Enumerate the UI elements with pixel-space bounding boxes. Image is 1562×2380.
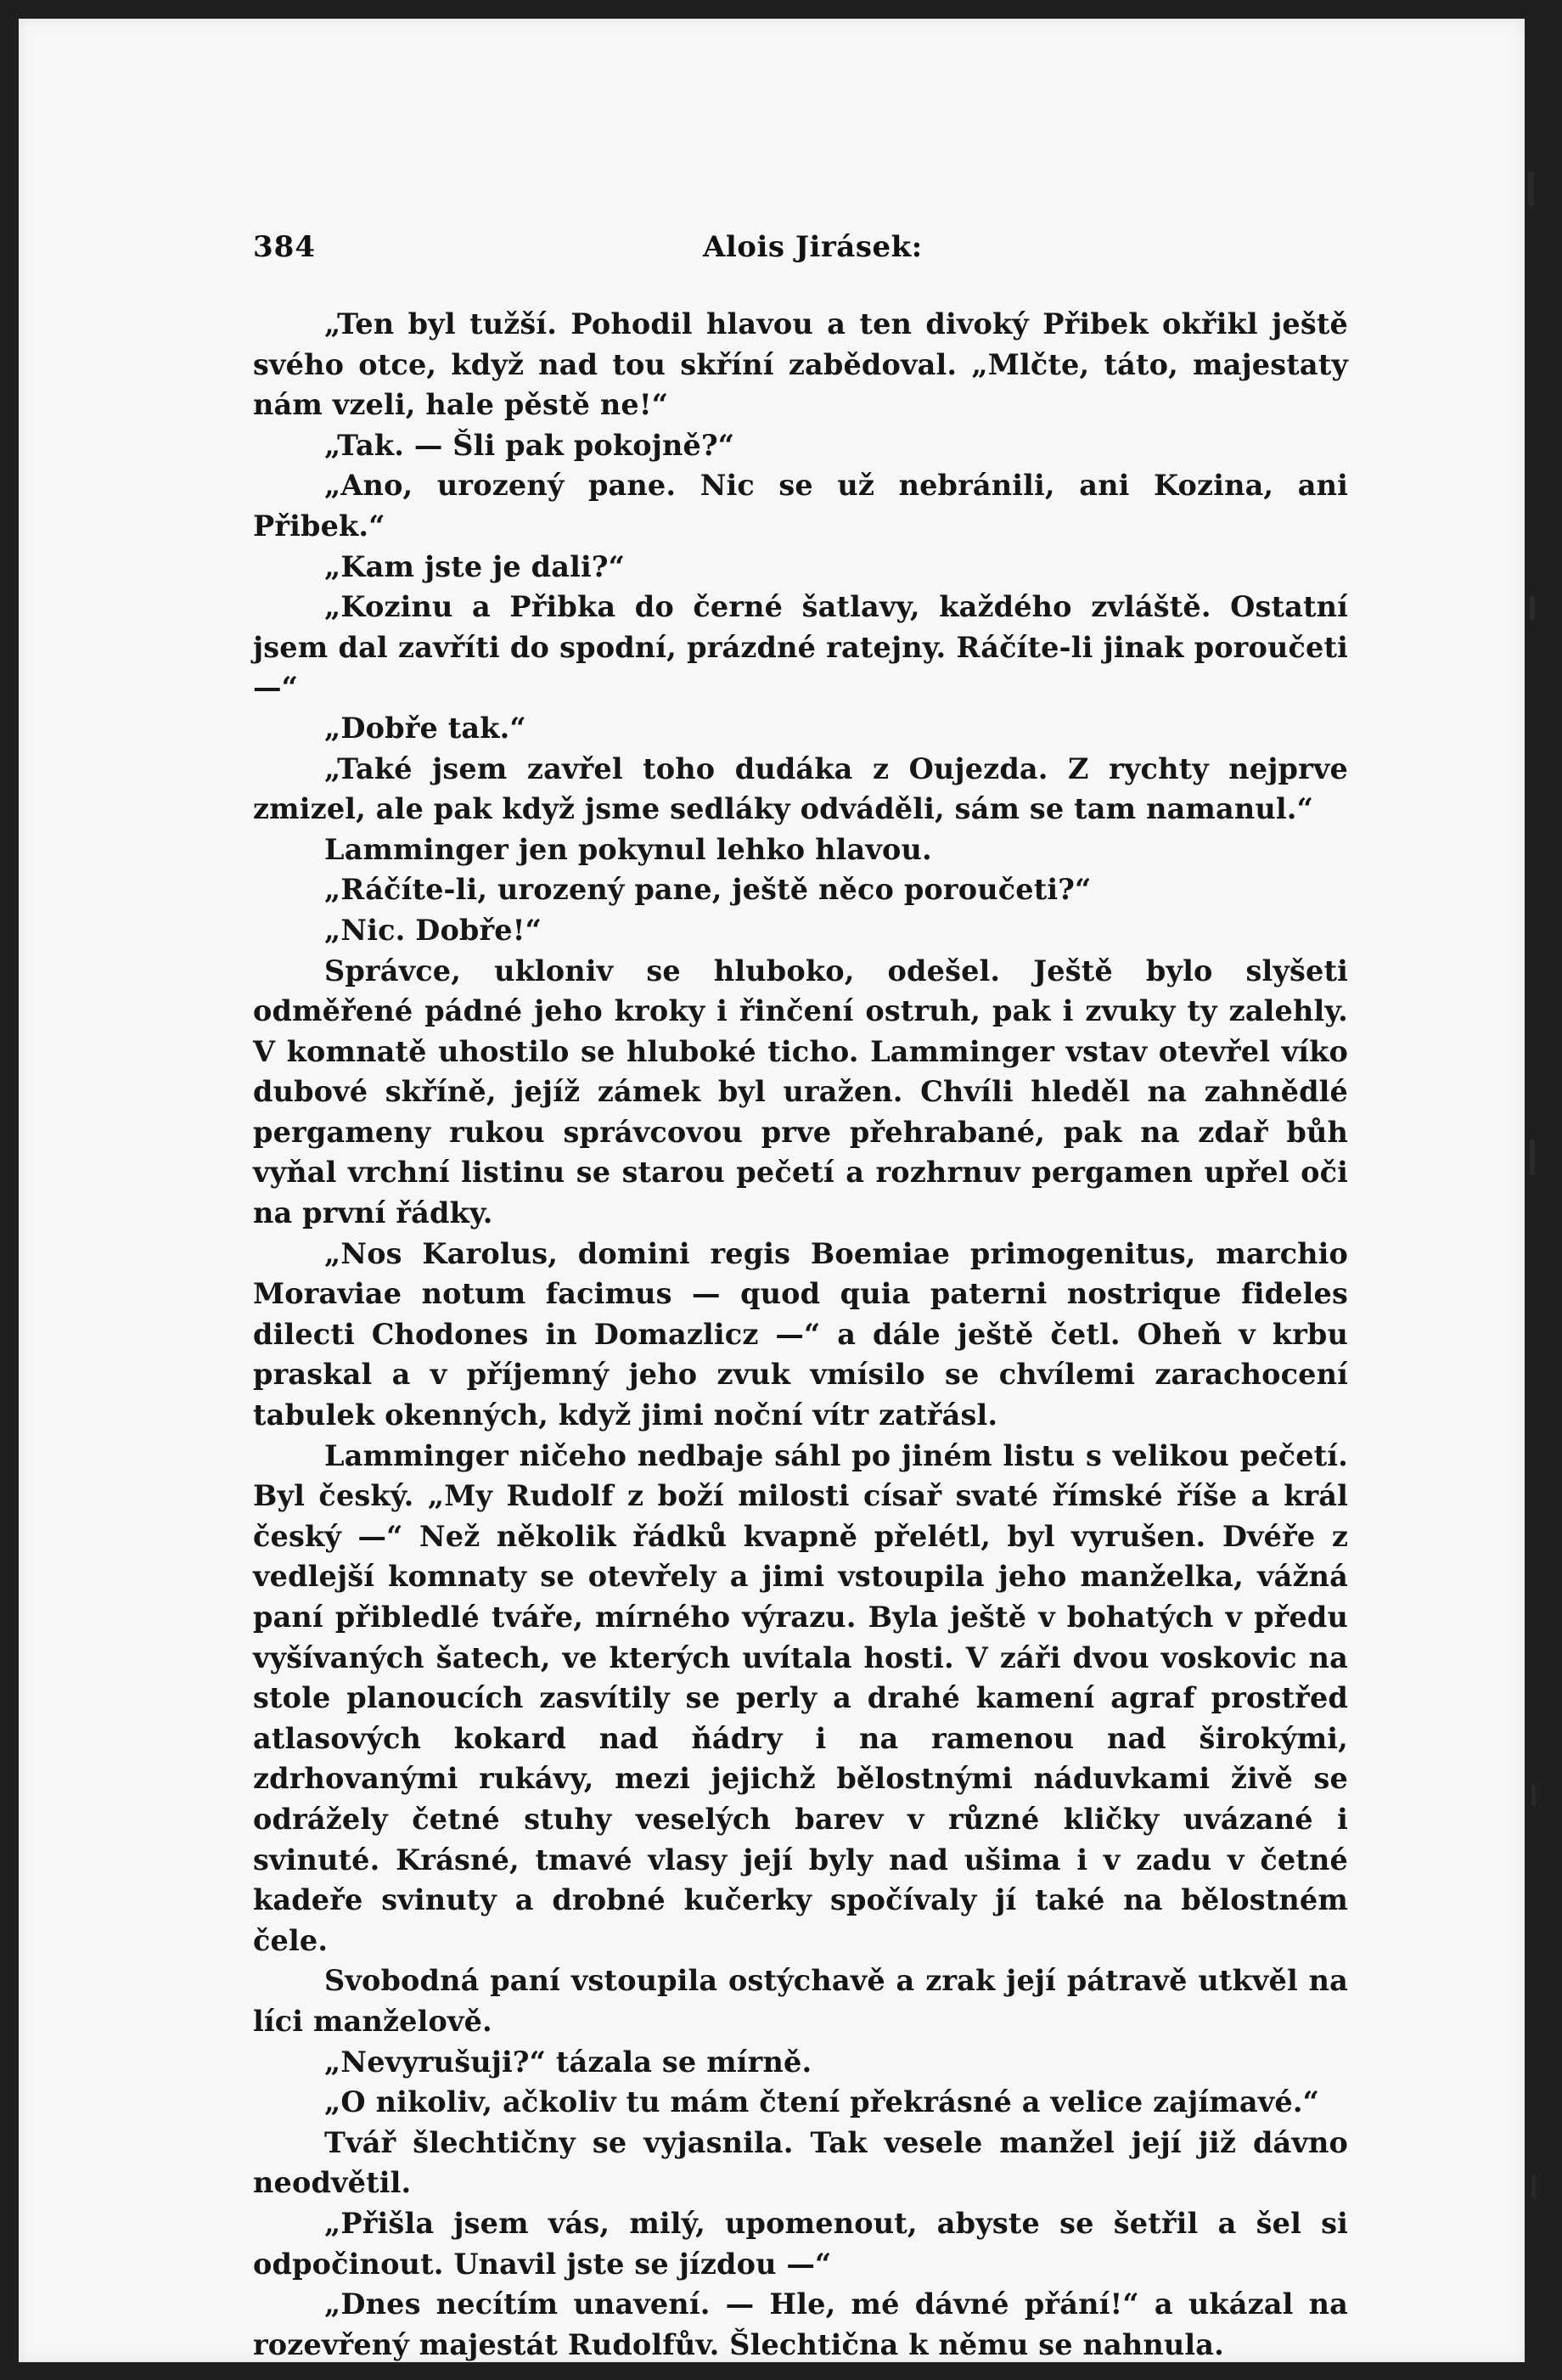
edge-mark — [1531, 1785, 1536, 1805]
paragraph: Tvář šlechtičny se vyjasnila. Tak vesele manžel její již dávno neodvětil. — [253, 2125, 1348, 2200]
paragraph: „Tak. — Šli pak pokojně?“ — [324, 428, 735, 462]
page-number: 384 — [253, 230, 316, 264]
paper-page — [19, 19, 1525, 2362]
edge-mark — [1530, 1139, 1535, 1175]
paragraph: „Dnes necítím unavení. — Hle, mé dávné přání!“ a ukázal na rozevřený majestát Rudolfův. Šlechtična k němu se nahnula. — [253, 2287, 1348, 2361]
edge-mark — [1530, 596, 1535, 620]
paragraph: „Ráčíte-li, urozený pane, ještě něco poroučeti?“ — [324, 873, 1092, 907]
paragraph: „Nevyrušuji?“ tázala se mírně. — [324, 2045, 812, 2079]
edge-mark — [1531, 2175, 1536, 2197]
paragraph: „Ten byl tužší. Pohodil hlavou a ten divoký Přibek okřikl ještě svého otce, když nad tou skříní zabědoval. „Mlčte, táto, majestaty nám vzeli, hale pěstě ne!“ — [253, 307, 1348, 422]
paragraph: „Přišla jsem vás, milý, upomenout, abyste se šetřil a šel si odpočinout. Unavil jste se jízdou —“ — [253, 2206, 1348, 2281]
paragraph: „Kozinu a Přibka do černé šatlavy, každého zvláště. Ostatní jsem dal zavříti do spodní, prázdné ratejny. Ráčíte-li jinak poroučeti —“ — [253, 590, 1348, 705]
paragraph: „Dobře tak.“ — [324, 711, 526, 745]
paragraph: Svobodná paní vstoupila ostýchavě a zrak její pátravě utkvěl na líci manželově. — [253, 1964, 1348, 2038]
page-header — [19, 230, 1525, 273]
paragraph: Lamminger ničeho nedbaje sáhl po jiném listu s velikou pečetí. Byl český. „My Rudolf z boží milosti císař svaté římské říše a král český —“ Než několik řádků kvapně přelétl, byl vyrušen. Dvéře z vedlejší komnaty se otevřely a jimi vstoupila jeho manželka, vážná paní přibledlé tváře, mírného výrazu. Byla ještě v bohatých v předu vyšívaných šatech, ve kterých uvítala hosti. V záři dvou voskovic na stole planoucích zasvítily se perly a drahé kamení agraf prostřed atlasových kokard nad ňádry i na ramenou nad širokými, zdrhovanými rukávy, mezi jejichž bělostnými náduvkami živě se odrážely četné stuhy veselých barev v různé kličky uvázané i svinuté. Krásné, tmavé vlasy její byly nad ušima i v zadu v četné kadeře svinuty a drobné kučerky spočívaly jí také na bělostném čele. — [253, 1438, 1348, 1957]
paragraph: Lamminger jen pokynul lehko hlavou. — [324, 832, 932, 866]
paragraph: „Nos Karolus, domini regis Boemiae primogenitus, marchio Moraviae notum facimus — quod quia paterni nostrique fideles dilecti Chodones in Domazlicz —“ a dále ještě četl. Oheň v krbu praskal a v příjemný jeho zvuk vmísilo se chvílemi zarachocení tabulek okenných, když jimi noční vítr zatřásl. — [253, 1236, 1348, 1432]
paragraph: Správce, ukloniv se hluboko, odešel. Ještě bylo slyšeti odměřené pádné jeho kroky i řinčení ostruh, pak i zvuky ty zalehly. V komnatě uhostilo se hluboké ticho. Lamminger vstav otevřel víko dubové skříně, jejíž zámek byl uražen. Chvíli hleděl na zahnědlé pergameny rukou správcovou prve přehrabané, pak na zdař bůh vyňal vrchní listinu se starou pečetí a rozhrnuv pergamen upřel oči na první řádky. — [253, 954, 1348, 1230]
edge-mark — [1528, 172, 1534, 205]
paragraph: „Kam jste je dali?“ — [324, 549, 626, 583]
paragraph: „Ano, urozený pane. Nic se už nebránili, ani Kozina, ani Přibek.“ — [253, 469, 1348, 543]
paragraph: „O nikoliv, ačkoliv tu mám čtení překrásné a velice zajímavé.“ — [324, 2085, 1320, 2119]
body-text — [253, 304, 1348, 2365]
paragraph: „Také jsem zavřel toho dudáka z Oujezda. Z rychty nejprve zmizel, ale pak když jsme sedláky odváděli, sám se tam namanul.“ — [253, 751, 1348, 826]
paragraph: „Nic. Dobře!“ — [324, 913, 542, 947]
running-head: Alois Jirásek: — [703, 230, 923, 264]
